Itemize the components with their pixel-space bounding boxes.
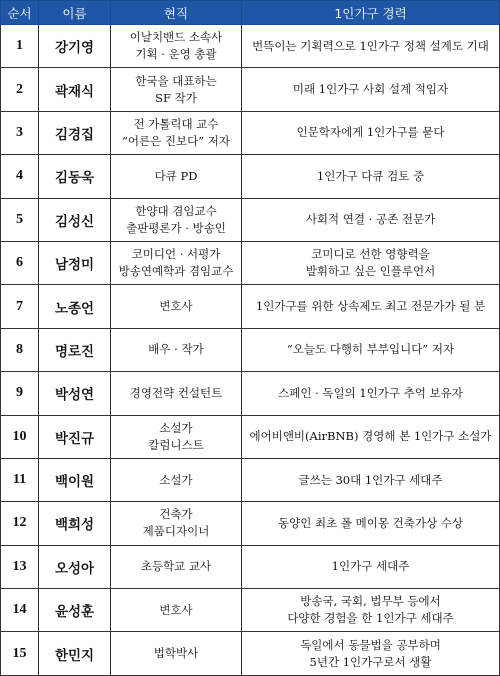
table-row <box>1 458 500 501</box>
current-role: 소설가 칼럼니스트 <box>111 415 242 458</box>
table-row <box>1 285 500 328</box>
current-role: 한국을 대표하는 SF 작가 <box>111 68 242 111</box>
current-role: 코미디언 · 서평가 방송연예학과 겸임교수 <box>111 241 242 284</box>
person-name: 명로진 <box>39 328 111 371</box>
current-role: 이날치밴드 소속사 기획 · 운영 총괄 <box>111 25 242 68</box>
row-number: 8 <box>1 328 39 371</box>
row-number: 2 <box>1 68 39 111</box>
row-number: 6 <box>1 241 39 284</box>
current-role: 소설가 <box>111 458 242 501</box>
person-name: 박진규 <box>39 415 111 458</box>
person-name: 곽재식 <box>39 68 111 111</box>
current-role: 건축가 제품디자이너 <box>111 502 242 545</box>
row-number: 7 <box>1 285 39 328</box>
table-row <box>1 502 500 545</box>
person-name: 백이원 <box>39 458 111 501</box>
career-description: 사회적 연결 · 공존 전문가 <box>242 198 500 241</box>
career-description: 번뜩이는 기획력으로 1인가구 정책 설계도 기대 <box>242 25 500 68</box>
table-row <box>1 111 500 154</box>
table-row <box>1 198 500 241</box>
current-role: 한양대 겸임교수 출판평론가 · 방송인 <box>111 198 242 241</box>
header-current-role: 현직 <box>111 1 242 25</box>
row-number: 4 <box>1 155 39 198</box>
person-name: 김성신 <box>39 198 111 241</box>
career-description: 에어비앤비(AirBNB) 경영해 본 1인가구 소설가 <box>242 415 500 458</box>
table-row <box>1 68 500 111</box>
row-number: 13 <box>1 545 39 588</box>
table-row <box>1 589 500 632</box>
current-role: 경영전략 컨설턴트 <box>111 372 242 415</box>
row-number: 12 <box>1 502 39 545</box>
row-number: 9 <box>1 372 39 415</box>
current-role: 배우 · 작가 <box>111 328 242 371</box>
table-row <box>1 241 500 284</box>
current-role: 전 가톨릭대 교수 “어른은 진보다” 저자 <box>111 111 242 154</box>
person-name: 백희성 <box>39 502 111 545</box>
header-name: 이름 <box>39 1 111 25</box>
person-name: 노종언 <box>39 285 111 328</box>
career-description: 미래 1인가구 사회 설계 적임자 <box>242 68 500 111</box>
person-name: 윤성훈 <box>39 589 111 632</box>
row-number: 5 <box>1 198 39 241</box>
row-number: 11 <box>1 458 39 501</box>
current-role: 초등학교 교사 <box>111 545 242 588</box>
table-row <box>1 632 500 675</box>
career-description: 스페인 · 독일의 1인가구 추억 보유자 <box>242 372 500 415</box>
row-number: 10 <box>1 415 39 458</box>
row-number: 14 <box>1 589 39 632</box>
table-row <box>1 25 500 68</box>
person-name: 박성연 <box>39 372 111 415</box>
header-single-household-career: 1인가구 경력 <box>242 1 500 25</box>
person-name: 남정미 <box>39 241 111 284</box>
header-order: 순서 <box>1 1 39 25</box>
person-name: 김동욱 <box>39 155 111 198</box>
career-description: 코미디로 선한 영향력을 발휘하고 싶은 인플루언서 <box>242 241 500 284</box>
career-description: 글쓰는 30대 1인가구 세대주 <box>242 458 500 501</box>
current-role: 다큐 PD <box>111 155 242 198</box>
person-name: 한민지 <box>39 632 111 675</box>
person-name: 오성아 <box>39 545 111 588</box>
current-role: 변호사 <box>111 285 242 328</box>
table-row <box>1 545 500 588</box>
career-description: “오늘도 다행히 부부입니다” 저자 <box>242 328 500 371</box>
career-description: 방송국, 국회, 법무부 등에서 다양한 경험을 한 1인가구 세대주 <box>242 589 500 632</box>
person-name: 김경집 <box>39 111 111 154</box>
career-description: 1인가구 세대주 <box>242 545 500 588</box>
career-description: 1인가구를 위한 상속제도 최고 전문가가 될 분 <box>242 285 500 328</box>
header-row <box>1 1 500 25</box>
career-description: 독일에서 동물법을 공부하며 5년간 1인가구로서 생활 <box>242 632 500 675</box>
row-number: 1 <box>1 25 39 68</box>
career-description: 동양인 최초 폴 메이몽 건축가상 수상 <box>242 502 500 545</box>
table-row <box>1 372 500 415</box>
table-row <box>1 155 500 198</box>
career-description: 인문학자에게 1인가구를 묻다 <box>242 111 500 154</box>
table-row <box>1 328 500 371</box>
row-number: 3 <box>1 111 39 154</box>
current-role: 변호사 <box>111 589 242 632</box>
person-name: 강기영 <box>39 25 111 68</box>
current-role: 법학박사 <box>111 632 242 675</box>
table-row <box>1 415 500 458</box>
career-description: 1인가구 다큐 검토 중 <box>242 155 500 198</box>
row-number: 15 <box>1 632 39 675</box>
